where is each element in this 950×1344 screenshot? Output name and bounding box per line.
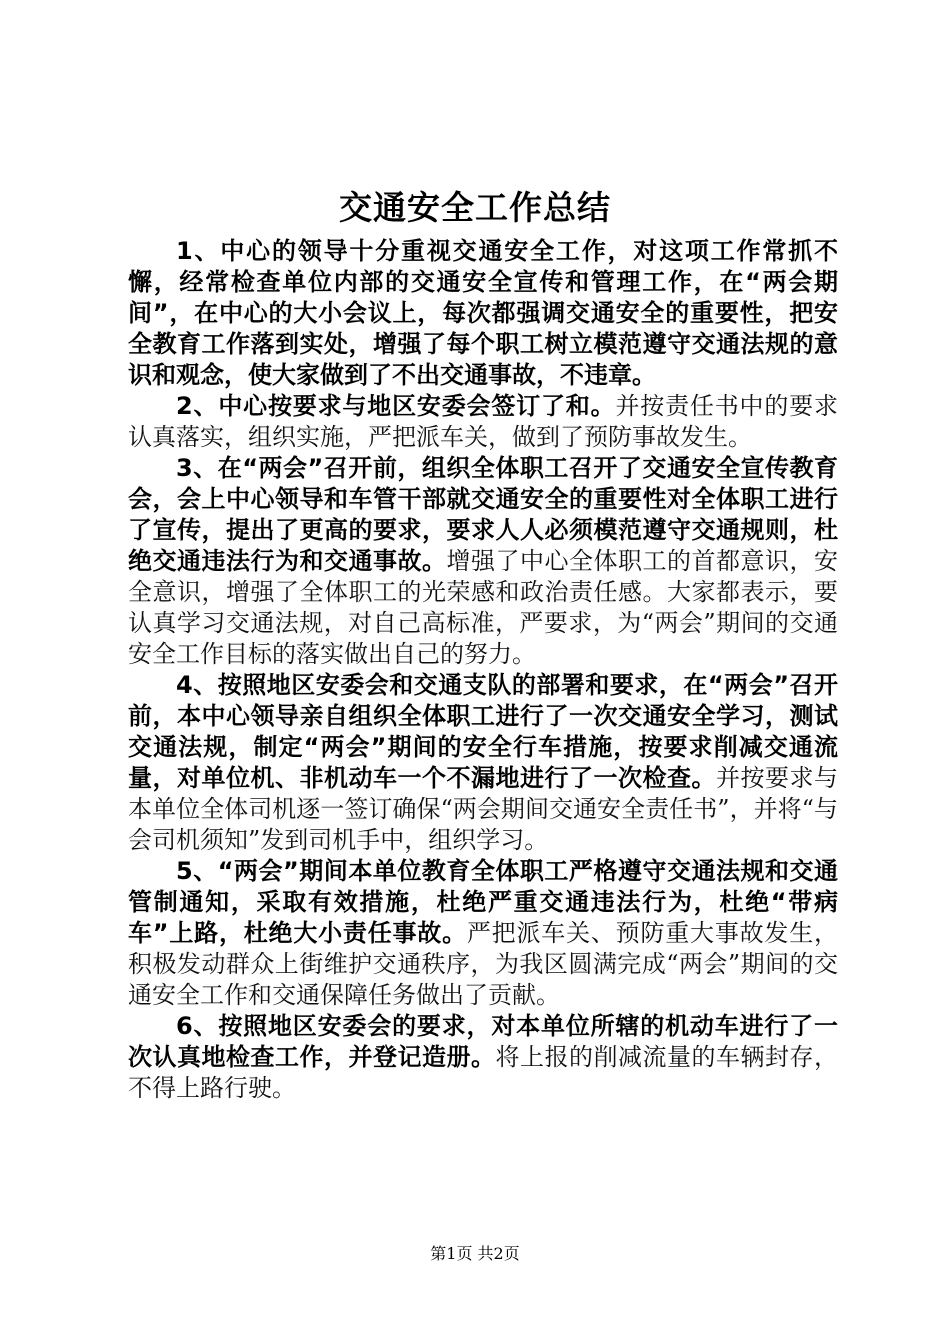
paragraph-6-bold-text: 6、按照地区安委会的要求，对本单位所辖的机动车进行了一次认真地检查工作，并登记造册。 xyxy=(128,1012,838,1071)
paragraph-5-bold-text: 5、“两会”期间本单位教育全体职工严格遵守交通法规和交通管制通知，采取有效措施，杜绝严重交通违法行为，杜绝“带病车”上路，杜绝大小责任事故。 xyxy=(128,857,838,947)
paragraph-6 xyxy=(128,1011,838,1104)
paragraph-5 xyxy=(128,856,838,1011)
paragraph-2 xyxy=(128,391,838,453)
paragraph-1-bold-text: 1、中心的领导十分重视交通安全工作，对这项工作常抓不懈，经常检查单位内部的交通安全宣传和管理工作，在“两会期间”，在中心的大小会议上，每次都强调交通安全的重要性，把安全教育工作落到实处，增强了每个职工树立模范遵守交通法规的意识和观念，使大家做到了不出交通事故，不违章。 xyxy=(128,237,838,389)
document-title: 交通安全工作总结 xyxy=(339,188,611,227)
paragraph-4-bold-text: 4、按照地区安委会和交通支队的部署和要求，在“两会”召开前，本中心领导亲自组织全体职工进行了一次交通安全学习，测试交通法规，制定“两会”期间的安全行车措施，按要求削减交通流量，对单位机、非机动车一个不漏地进行了一次检查。 xyxy=(128,671,838,792)
paragraph-6-regular-text: 将上报的削减流量的车辆封存，不得上路行驶。 xyxy=(128,1043,838,1102)
paragraph-1 xyxy=(128,236,838,391)
document-body xyxy=(128,236,838,1104)
paragraph-3-regular-text: 增强了中心全体职工的首都意识，安全意识，增强了全体职工的光荣感和政治责任感。大家都表示，要认真学习交通法规，对自己高标准，严要求，为“两会”期间的交通安全工作目标的落实做出自己的努力。 xyxy=(128,547,838,668)
paragraph-4-regular-text: 并按要求与本单位全体司机逐一签订确保“两会期间交通安全责任书”，并将“与会司机须知”发到司机手中，组织学习。 xyxy=(128,764,838,854)
paragraph-3-bold-text: 3、在“两会”召开前，组织全体职工召开了交通安全宣传教育会，会上中心领导和车管干部就交通安全的重要性对全体职工进行了宣传，提出了更高的要求，要求人人必须模范遵守交通规则，杜绝交通违法行为和交通事故。 xyxy=(128,454,838,575)
paragraph-5-regular-text: 严把派车关、预防重大事故发生，积极发动群众上街维护交通秩序，为我区圆满完成“两会”期间的交通安全工作和交通保障任务做出了贡献。 xyxy=(128,919,838,1009)
paragraph-4 xyxy=(128,670,838,856)
paragraph-3 xyxy=(128,453,838,670)
paragraph-2-regular-text: 并按责任书中的要求认真落实，组织实施，严把派车关，做到了预防事故发生。 xyxy=(128,392,839,451)
paragraph-2-bold-text: 2、中心按要求与地区安委会签订了和。 xyxy=(176,392,616,420)
page-number-footer: 第1页 共2页 xyxy=(430,1244,520,1263)
